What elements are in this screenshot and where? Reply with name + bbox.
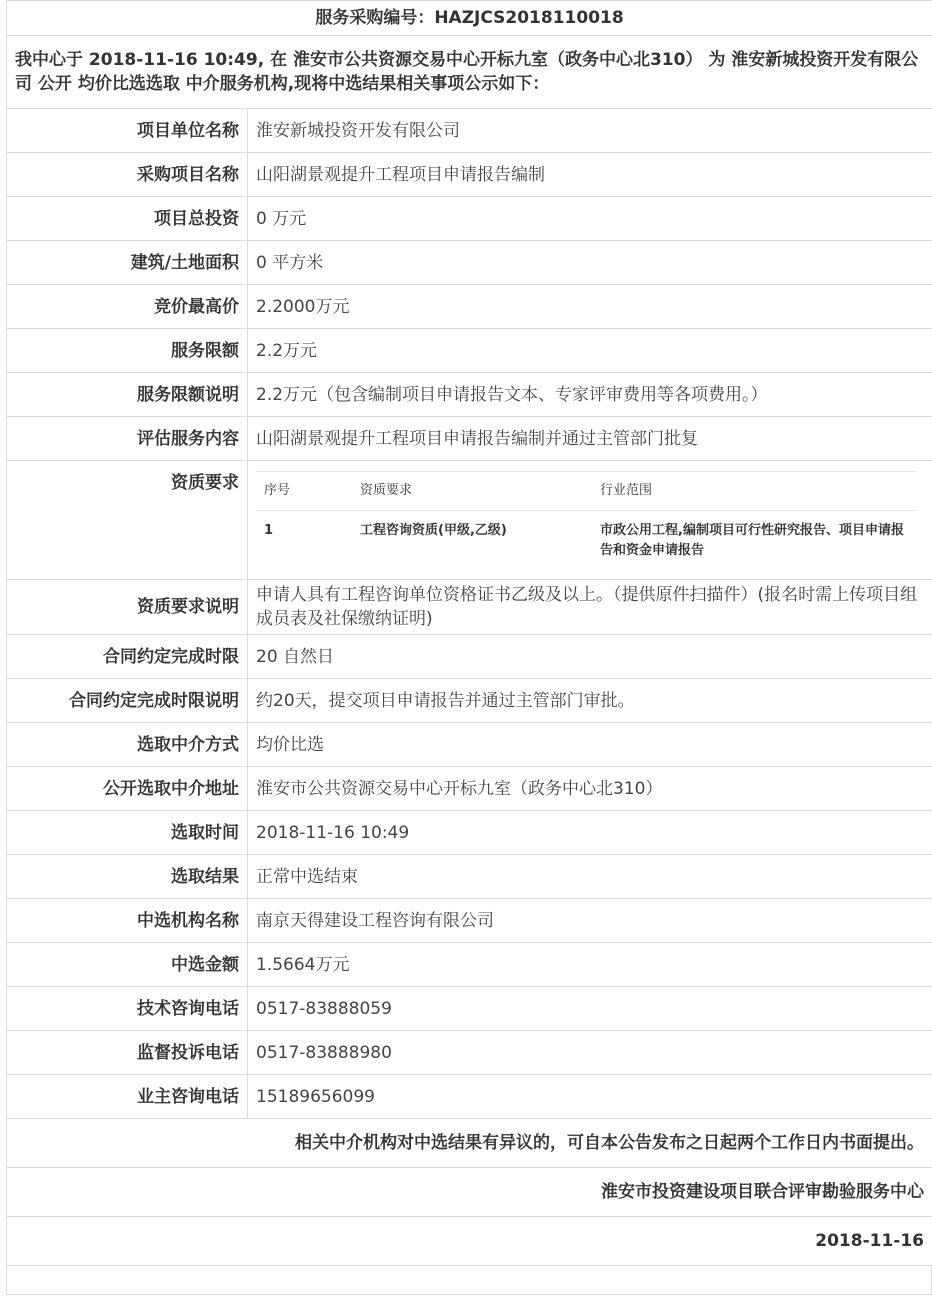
value: 淮安新城投资开发有限公司 [248,109,932,153]
label: 中选金额 [7,943,248,987]
label: 合同约定完成时限说明 [7,679,248,723]
procurement-number: 服务采购编号：HAZJCS2018110018 [7,1,932,36]
footer-date-row [7,1217,932,1266]
value: 山阳湖景观提升工程项目申请报告编制并通过主管部门批复 [248,417,932,461]
row-contract-period-note [7,679,932,723]
value: 2.2万元 [248,329,932,373]
value: 15189656099 [248,1075,932,1119]
header-row [7,1,932,36]
label: 建筑/土地面积 [7,241,248,285]
label: 采购项目名称 [7,153,248,197]
table-row [256,511,916,570]
row-selection-time [7,811,932,855]
label: 监督投诉电话 [7,1031,248,1075]
label: 技术咨询电话 [7,987,248,1031]
qualification-cell [248,461,932,580]
value: 2018-11-16 10:49 [248,811,932,855]
announcement [6,0,932,1295]
label: 资质要求说明 [7,580,248,635]
value: 山阳湖景观提升工程项目申请报告编制 [248,153,932,197]
label: 合同约定完成时限 [7,635,248,679]
value: 1.5664万元 [248,943,932,987]
bottom-spacer [6,1266,932,1295]
label: 服务限额说明 [7,373,248,417]
col-header: 行业范围 [592,472,916,511]
footer-org-row [7,1168,932,1217]
intro-row [7,36,932,109]
value: 2.2000万元 [248,285,932,329]
row-project-unit [7,109,932,153]
row-selection-result [7,855,932,899]
value: 20 自然日 [248,635,932,679]
value: 0 万元 [248,197,932,241]
label: 选取结果 [7,855,248,899]
label: 项目总投资 [7,197,248,241]
row-max-price [7,285,932,329]
footer-objection-row [7,1119,932,1168]
row-project-name [7,153,932,197]
row-qualification [7,461,932,580]
row-total-investment [7,197,932,241]
label: 竞价最高价 [7,285,248,329]
qualification-table [256,471,916,569]
row-service-limit-note [7,373,932,417]
label: 资质要求 [7,461,248,580]
row-selection-address [7,767,932,811]
value: 0517-83888980 [248,1031,932,1075]
cell-requirement: 工程咨询资质(甲级,乙级) [352,511,592,570]
row-tech-phone [7,987,932,1031]
row-owner-phone [7,1075,932,1119]
row-service-limit [7,329,932,373]
value: 正常中选结束 [248,855,932,899]
issuing-organization: 淮安市投资建设项目联合评审勘验服务中心 [7,1168,932,1217]
row-selected-amount [7,943,932,987]
cell-scope: 市政公用工程,编制项目可行性研究报告、项目申请报告和资金申请报告 [592,511,916,570]
qualification-header-row [256,472,916,511]
col-header: 序号 [256,472,352,511]
value: 南京天得建设工程咨询有限公司 [248,899,932,943]
row-service-content [7,417,932,461]
label: 项目单位名称 [7,109,248,153]
label: 服务限额 [7,329,248,373]
row-complaint-phone [7,1031,932,1075]
value: 0 平方米 [248,241,932,285]
label: 中选机构名称 [7,899,248,943]
value: 淮安市公共资源交易中心开标九室（政务中心北310） [248,767,932,811]
cell-no: 1 [256,511,352,570]
value: 申请人具有工程咨询单位资格证书乙级及以上。（提供原件扫描件）(报名时需上传项目组成员表及社保缴纳证明) [248,580,932,635]
value: 0517-83888059 [248,987,932,1031]
value: 均价比选 [248,723,932,767]
label: 公开选取中介地址 [7,767,248,811]
objection-note: 相关中介机构对中选结果有异议的，可自本公告发布之日起两个工作日内书面提出。 [7,1119,932,1168]
label: 选取中介方式 [7,723,248,767]
row-selection-method [7,723,932,767]
row-qualification-note [7,580,932,635]
row-area [7,241,932,285]
value: 约20天，提交项目申请报告并通过主管部门审批。 [248,679,932,723]
label: 业主咨询电话 [7,1075,248,1119]
value: 2.2万元（包含编制项目申请报告文本、专家评审费用等各项费用。） [248,373,932,417]
row-selected-agency [7,899,932,943]
row-contract-period [7,635,932,679]
announcement-table [6,0,932,1266]
label: 评估服务内容 [7,417,248,461]
label: 选取时间 [7,811,248,855]
col-header: 资质要求 [352,472,592,511]
intro-text: 我中心于 2018-11-16 10:49, 在 淮安市公共资源交易中心开标九室（政务中心北310） 为 淮安新城投资开发有限公司 公开 均价比选选取 中介服务机构,现将中选结果相关事项公示如下： [7,36,932,109]
issue-date: 2018-11-16 [7,1217,932,1266]
